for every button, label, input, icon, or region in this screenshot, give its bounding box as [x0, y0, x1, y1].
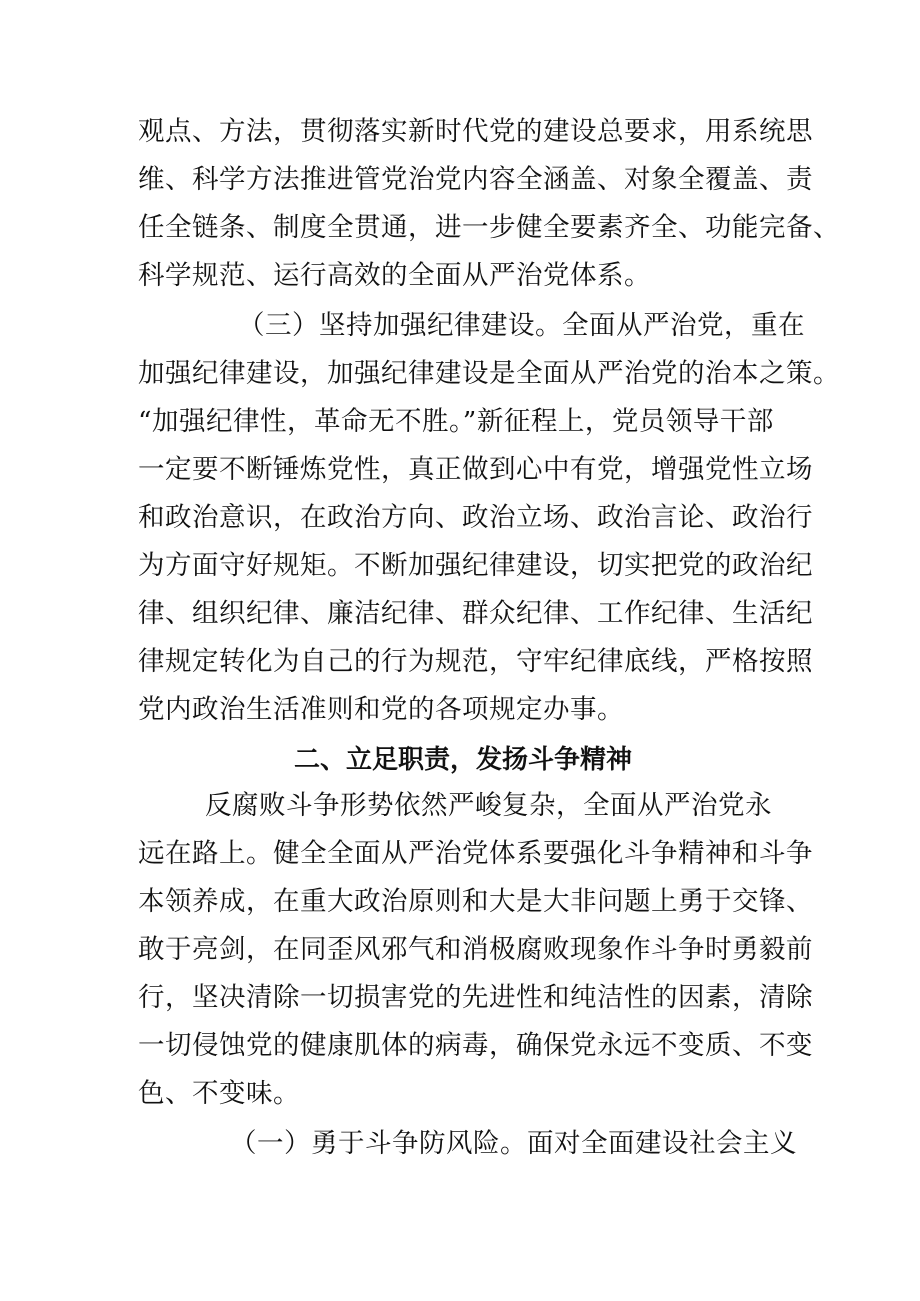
paragraph-4 [138, 1120, 797, 1168]
text-line: 加强纪律建设，加强纪律建设是全面从严治党的治本之策。 [138, 358, 840, 389]
text-line: 为方面守好规矩。不断加强纪律建设，切实把党的政治纪 [138, 550, 813, 581]
text-line: 本领养成，在重大政治原则和大是大非问题上勇于交锋、 [138, 886, 813, 917]
text-line: “加强纪律性，革命无不胜。”新征程上，党员领导干部 [138, 406, 774, 437]
text-line: 党内政治生活准则和党的各项规定办事。 [138, 694, 624, 725]
section-heading: 二、立足职责，发扬斗争精神 [293, 745, 632, 775]
text-line: 律规定转化为自己的行为规范，守牢纪律底线，严格按照 [138, 646, 813, 677]
text-line: 科学规范、运行高效的全面从严治党体系。 [138, 260, 651, 291]
paragraph-3 [138, 782, 813, 1118]
paragraph-1 [138, 108, 840, 300]
text-line: 色、不变味。 [138, 1078, 300, 1109]
text-line: 一切侵蚀党的健康肌体的病毒，确保党永远不变质、不变 [138, 1030, 813, 1061]
text-line: 任全链条、制度全贯通，进一步健全要素齐全、功能完备、 [138, 212, 840, 243]
text-line: 远在路上。健全全面从严治党体系要强化斗争精神和斗争 [138, 838, 813, 869]
text-line: 敢于亮剑，在同歪风邪气和消极腐败现象作斗争时勇毅前 [138, 934, 813, 965]
text-line-first: （三）坚持加强纪律建设。全面从严治党，重在 [238, 310, 805, 341]
text-line: 律、组织纪律、廉洁纪律、群众纪律、工作纪律、生活纪 [138, 598, 813, 629]
text-line-first: （一）勇于斗争防风险。面对全面建设社会主义 [230, 1128, 797, 1159]
text-line-first: 反腐败斗争形势依然严峻复杂，全面从严治党永 [205, 790, 772, 821]
text-line: 维、科学方法推进管党治党内容全涵盖、对象全覆盖、责 [138, 164, 813, 195]
text-line: 行，坚决清除一切损害党的先进性和纯洁性的因素，清除 [138, 982, 813, 1013]
text-line: 和政治意识，在政治方向、政治立场、政治言论、政治行 [138, 502, 813, 533]
paragraph-2 [138, 302, 840, 734]
text-line: 一定要不断锤炼党性，真正做到心中有党，增强党性立场 [138, 454, 813, 485]
text-line: 观点、方法，贯彻落实新时代党的建设总要求，用系统思 [138, 116, 813, 147]
